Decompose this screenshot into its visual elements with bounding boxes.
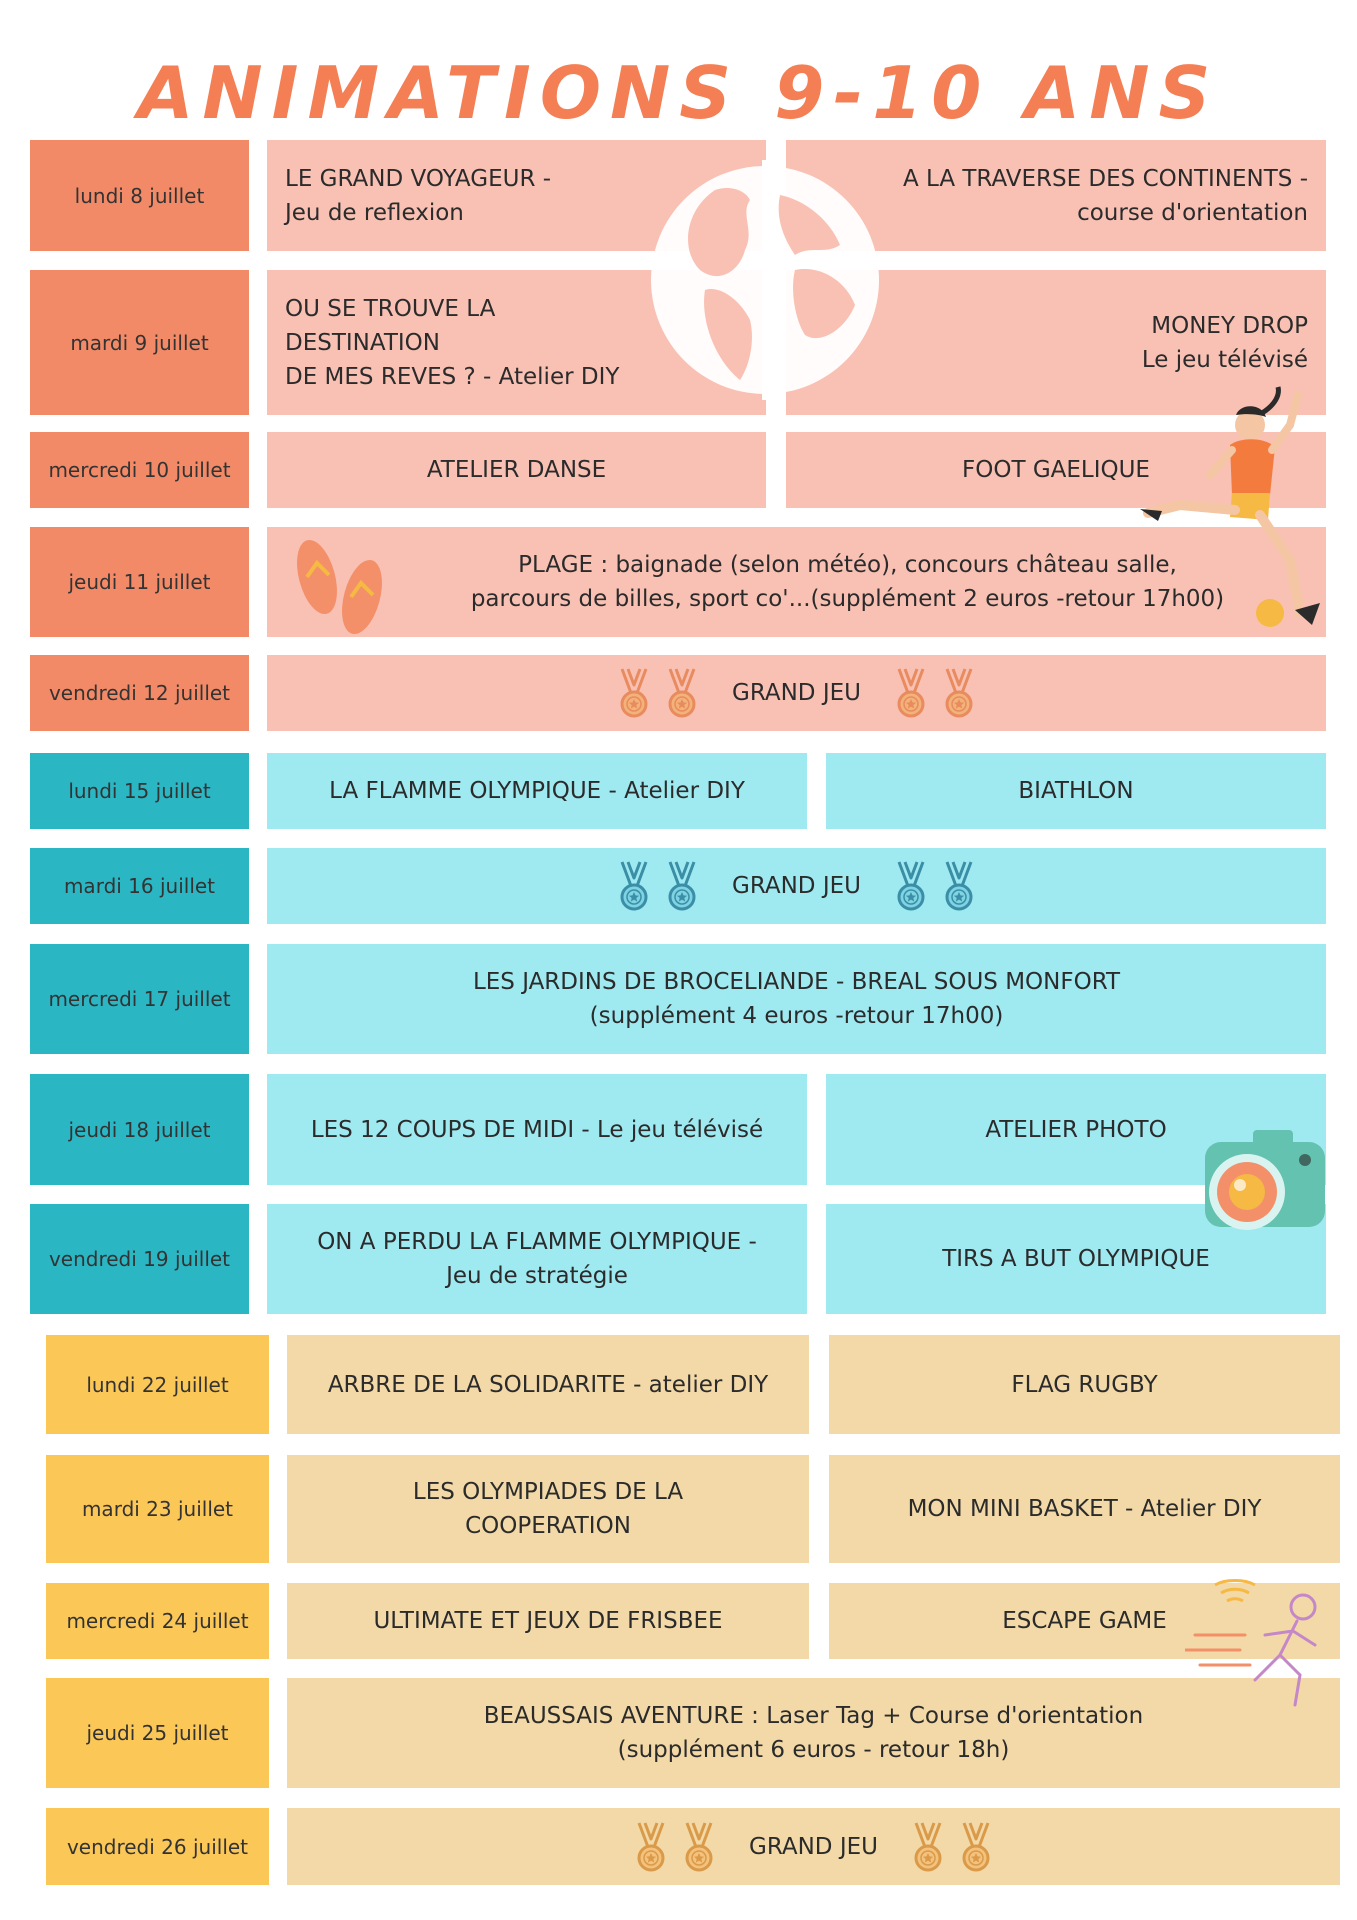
activity-grand-jeu [267, 655, 1326, 731]
activity-text: PLAGE : baignade (selon météo), concours château salle, parcours de billes, sport co'...(supplément 2 euros -retour 17h00) [470, 552, 1225, 612]
date-jeudi-25: jeudi 25 juillet [46, 1678, 269, 1788]
medal-icon [619, 667, 649, 719]
medal-icon [684, 1821, 714, 1873]
activity-text: GRAND JEU [732, 873, 861, 899]
activity-text: LA FLAMME OLYMPIQUE - Atelier DIY [329, 778, 745, 804]
date-lundi-22: lundi 22 juillet [46, 1335, 269, 1434]
page-title: ANIMATIONS 9-10 ANS [137, 51, 1220, 135]
medal-icon [619, 860, 649, 912]
date-mercredi-17: mercredi 17 juillet [30, 944, 249, 1054]
date-mardi-9: mardi 9 juillet [30, 270, 249, 415]
activity-text: FLAG RUGBY [1011, 1371, 1158, 1398]
date-vendredi-12: vendredi 12 juillet [30, 655, 249, 731]
activity-text: FOOT GAELIQUE [962, 457, 1150, 483]
activity-text: ATELIER PHOTO [985, 1116, 1167, 1143]
date-vendredi-26: vendredi 26 juillet [46, 1808, 269, 1885]
activity-text: LES OLYMPIADES DE LA COOPERATION [412, 1479, 684, 1539]
activity-text: MON MINI BASKET - Atelier DIY [907, 1496, 1262, 1522]
activity-text: ULTIMATE ET JEUX DE FRISBEE [373, 1608, 723, 1634]
date-mercredi-24: mercredi 24 juillet [46, 1583, 269, 1659]
globe-icon [645, 160, 885, 400]
activity-ultimate-frisbee [287, 1583, 809, 1659]
activity-12-coups-de-midi [267, 1074, 807, 1185]
activity-text: LES 12 COUPS DE MIDI - Le jeu télévisé [310, 1116, 764, 1143]
activity-grand-jeu [287, 1808, 1340, 1885]
football-player-icon [1140, 385, 1330, 635]
activity-jardins-broceliande [267, 944, 1326, 1054]
date-lundi-15: lundi 15 juillet [30, 753, 249, 829]
activity-arbre-solidarite [287, 1335, 809, 1434]
date-lundi-8: lundi 8 juillet [30, 140, 249, 251]
activity-text: ATELIER DANSE [426, 457, 607, 483]
activity-text: MONEY DROP Le jeu télévisé [1141, 312, 1308, 373]
medal-icon [944, 860, 974, 912]
medal-icon [961, 1821, 991, 1873]
medal-icon [944, 667, 974, 719]
activity-text: ON A PERDU LA FLAMME OLYMPIQUE - Jeu de stratégie [317, 1229, 757, 1289]
medal-icon [913, 1821, 943, 1873]
activity-mini-basket [829, 1455, 1340, 1563]
date-jeudi-11: jeudi 11 juillet [30, 527, 249, 637]
activity-text: ESCAPE GAME [1002, 1608, 1167, 1634]
activity-beaussais-aventure [287, 1678, 1340, 1788]
activity-flamme-olympique [267, 753, 807, 829]
activity-text: GRAND JEU [732, 680, 861, 706]
runner-icon [1185, 1575, 1335, 1715]
date-vendredi-19: vendredi 19 juillet [30, 1204, 249, 1314]
activity-text: BIATHLON [1018, 778, 1134, 804]
activity-text: BEAUSSAIS AVENTURE : Laser Tag + Course d'orientation (supplément 6 euros - retour 18h) [483, 1703, 1144, 1763]
medal-icon [636, 1821, 666, 1873]
activity-grand-jeu [267, 848, 1326, 924]
camera-icon [1195, 1120, 1330, 1240]
date-mardi-23: mardi 23 juillet [46, 1455, 269, 1563]
flip-flops-icon [285, 535, 395, 645]
medal-icon [667, 860, 697, 912]
medal-icon [896, 667, 926, 719]
activity-text: OU SE TROUVE LA DESTINATION DE MES REVES ? - Atelier DIY [285, 295, 620, 390]
activity-text: LE GRAND VOYAGEUR - Jeu de reflexion [285, 165, 552, 226]
date-mercredi-10: mercredi 10 juillet [30, 432, 249, 508]
activity-flag-rugby [829, 1335, 1340, 1434]
activity-text: A LA TRAVERSE DES CONTINENTS - course d'orientation [902, 165, 1308, 226]
activity-biathlon [826, 753, 1326, 829]
activity-atelier-danse [267, 432, 766, 508]
activity-text: TIRS A BUT OLYMPIQUE [942, 1246, 1210, 1272]
medal-icon [896, 860, 926, 912]
activity-text: GRAND JEU [749, 1833, 878, 1860]
activity-olympiades-cooperation [287, 1455, 809, 1563]
medal-icon [667, 667, 697, 719]
activity-text: LES JARDINS DE BROCELIANDE - BREAL SOUS MONFORT (supplément 4 euros -retour 17h00) [472, 969, 1121, 1029]
activity-text: ARBRE DE LA SOLIDARITE - atelier DIY [327, 1371, 769, 1398]
date-mardi-16: mardi 16 juillet [30, 848, 249, 924]
activity-flamme-perdue [267, 1204, 807, 1314]
date-jeudi-18: jeudi 18 juillet [30, 1074, 249, 1185]
